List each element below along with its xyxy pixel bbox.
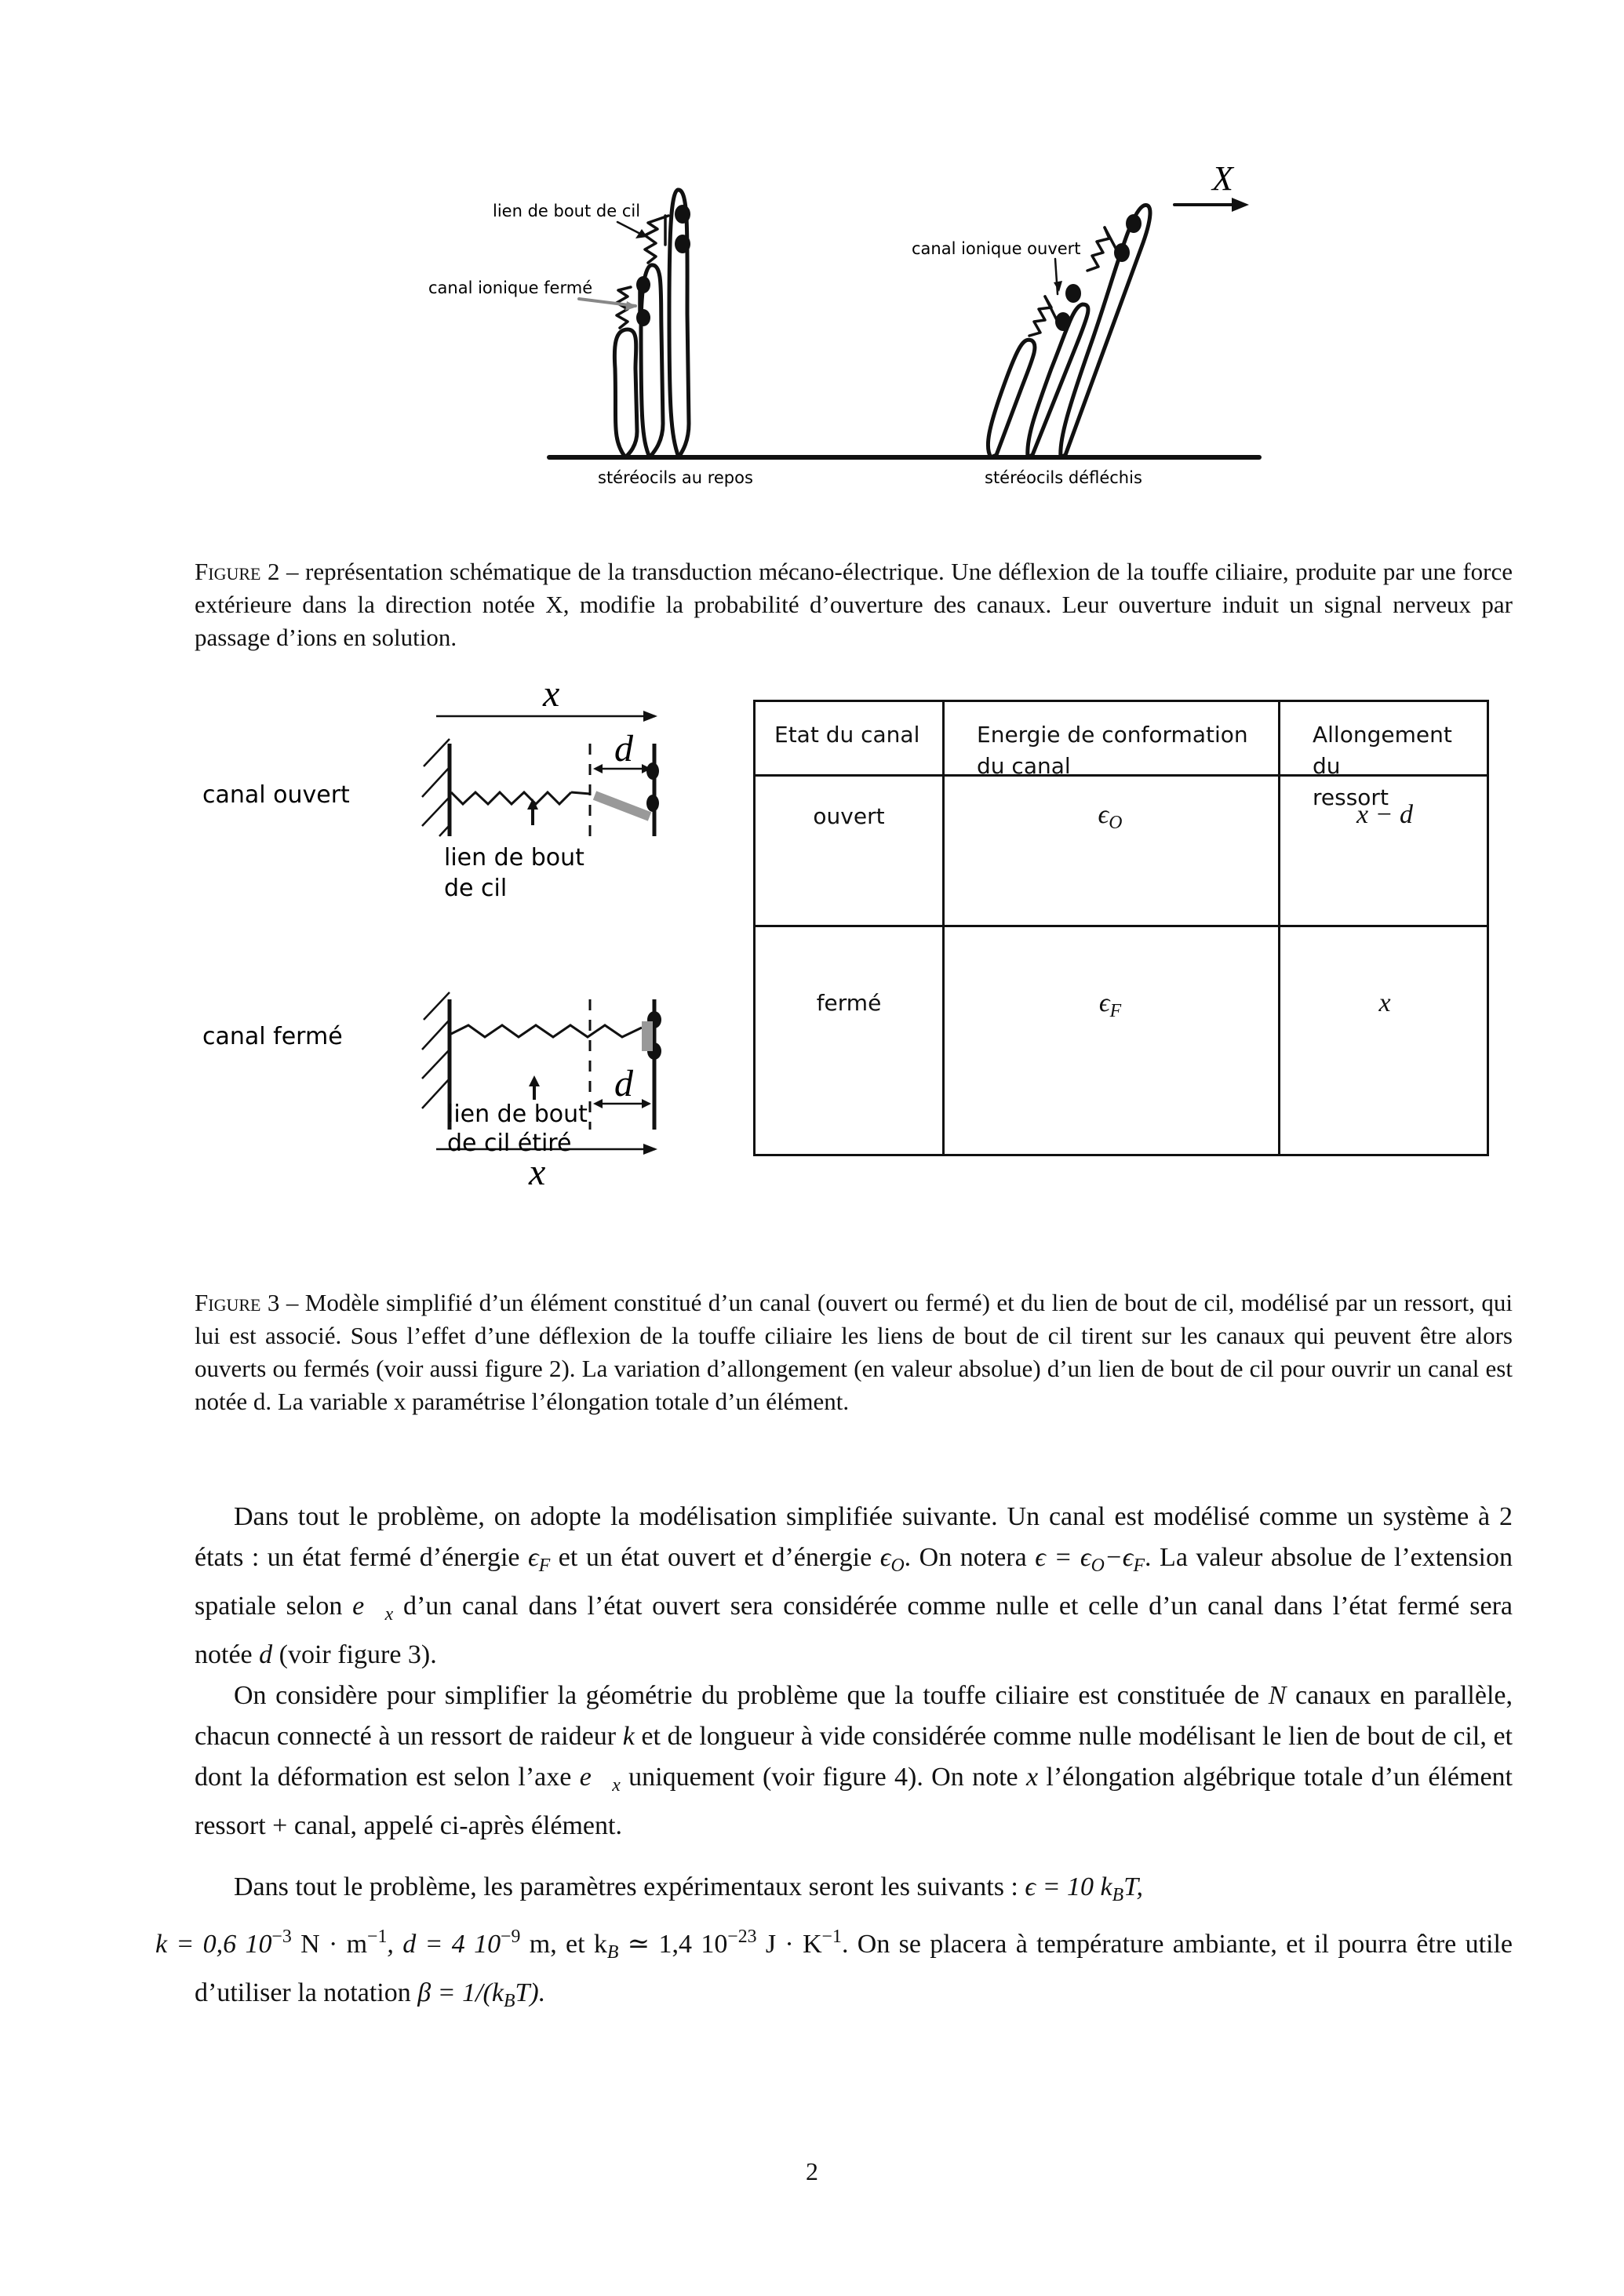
table-header-elongation: Allongement du ressort: [1313, 722, 1452, 810]
label-tip-link: lien de bout de cil: [493, 202, 641, 220]
figure-2-caption-text: – représentation schématique de la transduction mécano-électrique. Une déflexion de la touffe ciliaire, produite par une force extérieure dans la direction notée X, modifie la probabilité d’ouverture des canaux. Leur ouverture induit un signal nerveux par passage d’ions en solution.: [195, 558, 1513, 651]
closed-channel-gate: [642, 1021, 653, 1051]
label-canal-ferme: canal fermé: [202, 1023, 343, 1050]
label-stereocils-rest: stéréocils au repos: [598, 468, 753, 487]
paragraph-geometry: On considère pour simplifier la géométrie du problème que la touffe ciliaire est constituée de N canaux en parallèle, chacun connecté à un ressort de raideur k et de longueur à vide considérée comme nulle modélisant le lien de bout de cil, et dont la déformation est selon l’axe $e⃗_x$ uniquement (voir figure 4). On note x l’élongation algébrique totale d’un élément ressort + canal, appelé ci-après élément.: [195, 1681, 1513, 1841]
figure-3-caption-text: – Modèle simplifié d’un élément constitué d’un canal (ouvert ou fermé) et du lien de bout de cil, modélisé par un ressort, qui lui est associé. Sous l’effet d’une déflexion de la touffe ciliaire les liens de bout de cil tirent sur les canaux qui peuvent être alors ouverts ou fermés (voir aussi figure 2). La variation d’allongement (en valeur absolue) d’un lien de bout de cil pour ouvrir un canal est notée d. La variable x paramétrise l’élongation totale d’un élément.: [195, 1289, 1513, 1415]
spring-closed: [451, 1025, 642, 1037]
label-canal-ouvert: canal ouvert: [202, 781, 350, 809]
table-row-open-elongation: x − d: [1356, 800, 1414, 829]
page-number: 2: [806, 2157, 818, 2185]
label-tip-link-1: lien de bout: [444, 844, 584, 871]
symbol-x-top: x: [543, 675, 560, 715]
symbol-x-bottom: x: [529, 1152, 546, 1193]
label-stretched-1: lien de bout: [447, 1101, 588, 1128]
table-row-open-energy: $\epsilon_O$: [1098, 800, 1123, 834]
open-channel-gate: [595, 795, 650, 817]
label-stereocils-deflected: stéréocils défléchis: [985, 468, 1142, 487]
figure-2-caption: [195, 555, 1513, 654]
figure-3-label: Figure 3: [195, 1289, 280, 1316]
stereocil-short: [614, 329, 637, 457]
label-closed-channel: canal ionique fermé: [428, 278, 593, 297]
label-stretched-2: de cil étiré: [447, 1130, 572, 1157]
label-open-channel: canal ionique ouvert: [912, 239, 1081, 258]
label-tip-link-2: de cil: [444, 875, 508, 902]
label-direction-x: X: [1212, 159, 1233, 198]
table-row-closed-elongation: x: [1378, 988, 1391, 1017]
paragraph-parameters: Dans tout le problème, les paramètres expérimentaux seront les suivants : ϵ = 10 $k_BT$, k = 0,6 $10^{-3}$ $N \cdot m^{-1}$, d = 4 $10^{-9}$ m, et $k_B$ ≃ 1,4 $10^{-23}$ $J \cdot K^{-1}$. On se placera à température ambiante, et il pourra être utile d’utiliser la notation $\beta = 1/(k_BT)$.: [155, 1872, 1513, 2011]
table-row-closed-state: fermé: [816, 990, 882, 1016]
symbol-d-open: d: [614, 728, 633, 770]
body-paragraphs: [155, 1497, 1513, 2021]
table-header-state: Etat du canal: [774, 722, 920, 748]
tip-link-spring-deflected-upper: [1087, 227, 1109, 271]
table-row-closed-energy: $\epsilon_F$: [1098, 988, 1122, 1022]
figure-2-diagram: [0, 0, 1624, 518]
spring-open: [451, 792, 571, 804]
symbol-d-closed: d: [614, 1063, 633, 1104]
channel-state-table: [753, 700, 1489, 1156]
stereocil-medium: [641, 265, 663, 457]
figure-3-caption: [195, 1286, 1513, 1418]
paragraph-model: Dans tout le problème, on adopte la modélisation simplifiée suivante. Un canal est modélisé comme un système à 2 états : un état fermé d’énergie $\epsilon_F$ et un état ouvert et d’énergie $\epsilon_O$. On notera $\epsilon = \epsilon_O-\epsilon_F$. La valeur absolue de l’extension spatiale selon $e⃗_x$ d’un canal dans l’état ouvert sera considérée comme nulle et celle d’un canal dans l’état fermé sera notée d (voir figure 3).: [195, 1502, 1513, 1670]
figure-2-label: Figure 2: [195, 558, 280, 585]
stereocil-tall: [669, 190, 689, 457]
table-header-energy: Energie de conformation du canal: [977, 722, 1248, 779]
table-row-open-state: ouvert: [813, 803, 885, 829]
